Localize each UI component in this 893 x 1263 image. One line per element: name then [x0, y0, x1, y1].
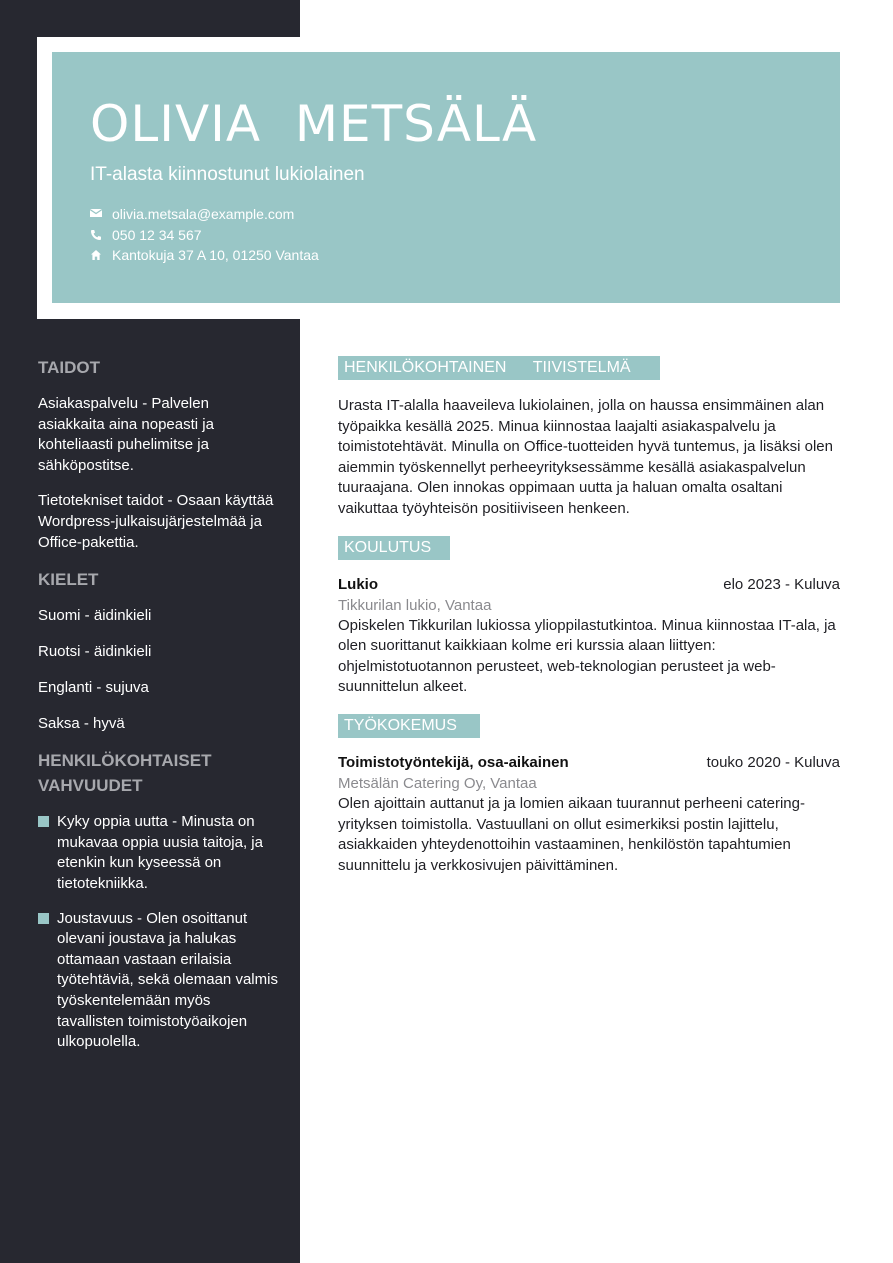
education-title: KOULUTUS	[338, 536, 450, 560]
experience-text: Olen ajoittain auttanut ja ja lomien aikaan tuurannut perheeni catering-yrityksen toimistolla. Vastuullani on ollut esimerkiksi postin lajittelu, asiakkaiden yhteydenottoihin vastaaminen, henkilöstön tapahtumien suunnittelu ja verkkosivujen päivittäminen.	[338, 794, 805, 874]
left-column	[38, 355, 278, 1053]
strength-text: Kyky oppia uutta - Minusta on mukavaa oppia uusia taitoja, ja etenkin kun kyseessä on tietotekniikka.	[57, 813, 263, 892]
experience-dates: touko 2020 - Kuluva	[706, 753, 840, 771]
contact-phone	[90, 225, 319, 246]
header	[52, 52, 840, 303]
contact-address	[90, 245, 319, 266]
strength-text: Joustavuus - Olen osoittanut olevani joustava ja halukas ottamaan vastaan erilaisia työtehtäviä, sekä olemaan valmis työskentelemään myös tavallisten toimistotyöaikojen ulkopuolella.	[57, 909, 278, 1051]
strengths-title: HENKILÖKOHTAISET VAHVUUDET	[38, 751, 212, 796]
home-icon	[90, 249, 103, 261]
education-text: Opiskelen Tikkurilan lukiossa ylioppilastutkintoa. Minua kiinnostaa IT-ala, ja olen suorittanut kaikkiaan kolme eri kurssia alaan liittyen: ohjelmistotuotannon perusteet, web-teknologian perusteet ja web-suunnittelun alkeet.	[338, 616, 836, 696]
skill-item: Tietotekniset taidot - Osaan käyttää Wordpress-julkaisujärjestelmää ja Office-pakettia.	[38, 492, 274, 551]
right-column	[338, 356, 840, 876]
contact-info	[90, 204, 319, 266]
phone-text: 050 12 34 567	[112, 226, 202, 243]
address-text: Kantokuja 37 A 10, 01250 Vantaa	[112, 247, 319, 264]
education-school: Tikkurilan lukio, Vantaa	[338, 596, 492, 614]
language-item: Suomi - äidinkieli	[38, 607, 152, 625]
skill-item: Asiakaspalvelu - Palvelen asiakkaita aina nopeasti ja kohteliaasti puhelimitse ja sähköpostitse.	[38, 395, 214, 474]
education-entry-header	[338, 574, 840, 596]
education-dates: elo 2023 - Kuluva	[723, 575, 840, 593]
candidate-tagline: IT-alasta kiinnostunut lukiolainen	[90, 164, 365, 185]
experience-role: Toimistotyöntekijä, osa-aikainen	[338, 753, 569, 771]
phone-icon	[90, 229, 103, 241]
strength-item	[38, 812, 278, 894]
language-item: Saksa - hyvä	[38, 715, 125, 733]
summary-text: Urasta IT-alalla haaveileva lukiolainen, jolla on haussa ensimmäinen alan työpaikka kesällä 2025. Minua kiinnostaa laajalti asiakaspalvelu ja toimistotehtävät. Minulla on Office-tuotteiden hyvä tuntemus, ja lisäksi olen aiemmin työskennellyt perheeyrityksessämme kesällä asiakaspalvelun tuuraajana. Olen innokas oppimaan uutta ja haluan omalta osaltani vaikuttaa työyhteisön positiiviseen henkeen.	[338, 397, 833, 517]
candidate-name: OLIVIA METSÄLÄ	[90, 95, 538, 153]
skills-title: TAIDOT	[38, 358, 101, 377]
strength-item	[38, 909, 278, 1053]
bullet-square-icon	[38, 913, 49, 924]
languages-title: KIELET	[38, 570, 99, 590]
education-degree: Lukio	[338, 575, 378, 593]
bullet-square-icon	[38, 816, 49, 827]
experience-company: Metsälän Catering Oy, Vantaa	[338, 774, 537, 792]
summary-title: HENKILÖKOHTAINEN TIIVISTELMÄ	[338, 356, 660, 380]
contact-email	[90, 204, 319, 225]
language-item: Englanti - sujuva	[38, 679, 149, 697]
email-text[interactable]: olivia.metsala@example.com	[112, 206, 295, 223]
language-item: Ruotsi - äidinkieli	[38, 643, 152, 661]
experience-title: TYÖKOKEMUS	[338, 714, 480, 738]
mail-icon	[90, 208, 103, 220]
experience-entry-header	[338, 752, 840, 774]
